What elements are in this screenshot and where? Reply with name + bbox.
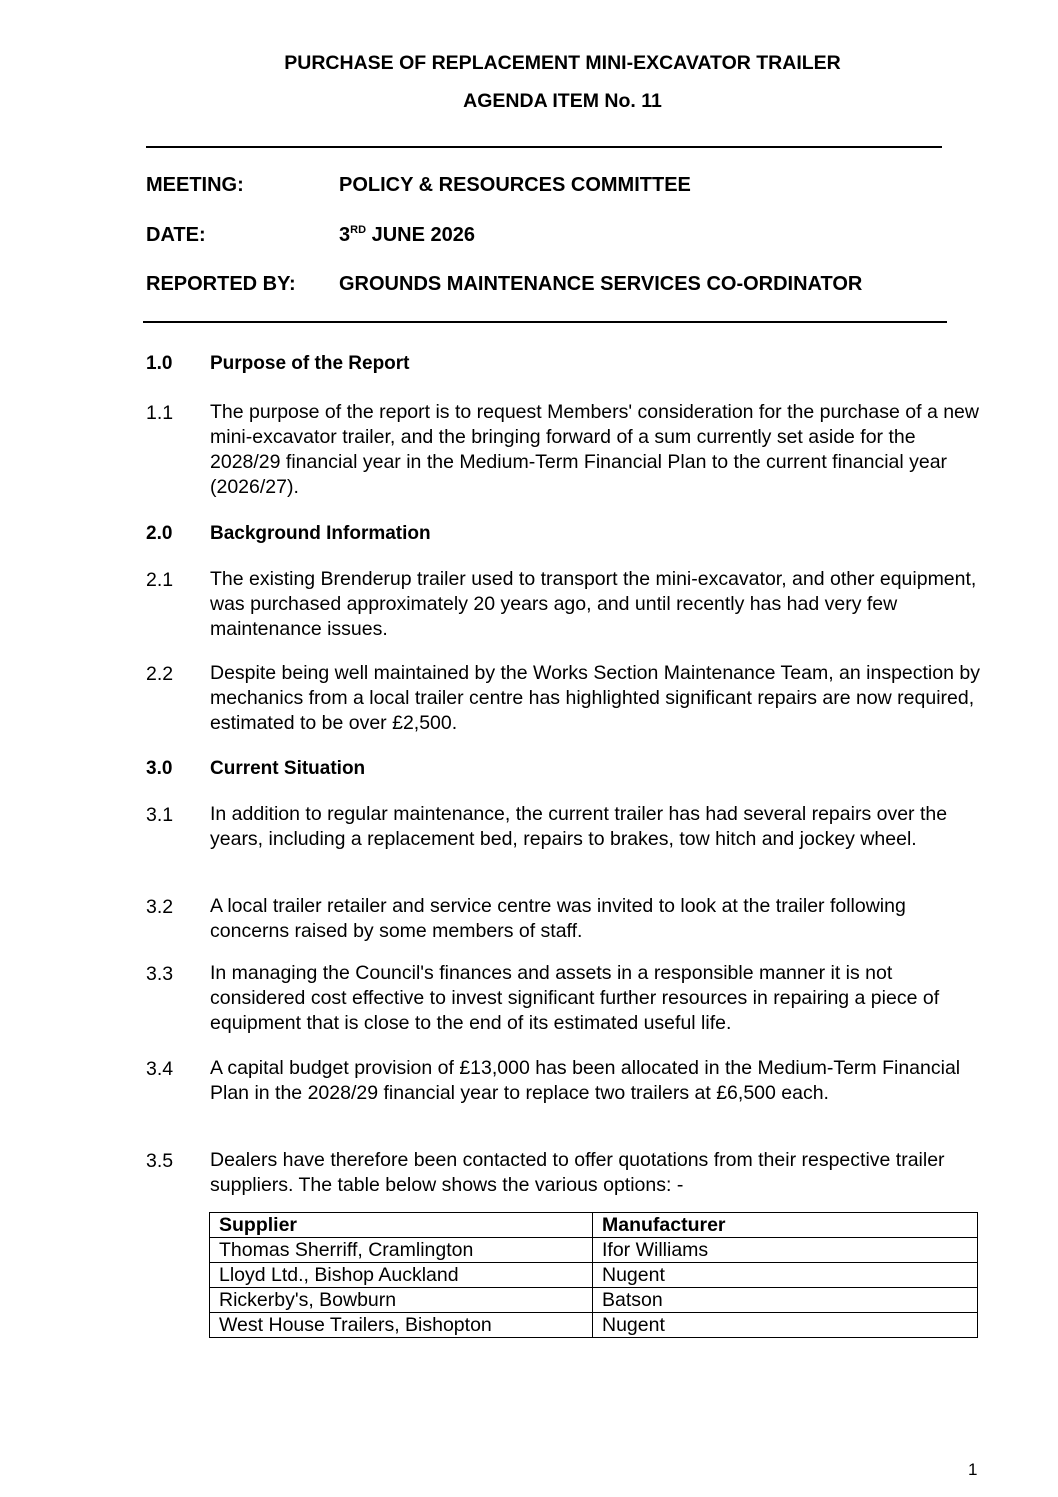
manufacturer-cell: Nugent: [593, 1313, 978, 1338]
manufacturer-cell: Ifor Williams: [593, 1238, 978, 1263]
para-3-4: A capital budget provision of £13,000 has been allocated in the Medium-Term Financial Plan in the 2028/29 financial year to replace two trailers at £6,500 each.: [210, 1057, 961, 1104]
header-supplier: Supplier: [210, 1213, 593, 1238]
manufacturer-cell: Nugent: [593, 1263, 978, 1288]
para-2-1-number: 2.1: [146, 569, 174, 591]
supplier-cell: Thomas Sherriff, Cramlington: [210, 1238, 593, 1263]
section-3-title: Current Situation: [210, 758, 366, 779]
section-3-number: 3.0: [146, 758, 173, 779]
header-manufacturer: Manufacturer: [593, 1213, 978, 1238]
para-2-2-number: 2.2: [146, 663, 174, 685]
para-3-3: In managing the Council's finances and assets in a responsible manner it is not considered cost effective to invest significant further resources in repairing a piece of equipment that is close to the end of its estimated useful life.: [210, 962, 940, 1034]
para-3-2: A local trailer retailer and service centre was invited to look at the trailer following concerns raised by some members of staff.: [210, 895, 906, 942]
manufacturer-cell: Batson: [593, 1288, 978, 1313]
bottom-divider: [143, 321, 947, 323]
section-1-title: Purpose of the Report: [210, 353, 410, 374]
table-row: [210, 1313, 978, 1338]
para-3-2-number: 3.2: [146, 896, 174, 918]
para-1-1-number: 1.1: [146, 402, 174, 424]
para-2-2: Despite being well maintained by the Works Section Maintenance Team, an inspection by mechanics from a local trailer centre has highlighted significant repairs are now required, estimated to be over £2,500.: [210, 662, 980, 734]
table-header-row: [210, 1213, 978, 1238]
reported-by-label: REPORTED BY:: [146, 273, 296, 295]
section-2-number: 2.0: [146, 523, 173, 544]
date-day: 3: [339, 224, 351, 246]
section-1-number: 1.0: [146, 353, 173, 374]
meeting-label: MEETING:: [146, 174, 244, 196]
page-number: 1: [968, 1460, 978, 1479]
para-2-1: The existing Brenderup trailer used to transport the mini-excavator, and other equipment, was purchased approximately 20 years ago, and until recently has had very few maintenance issues.: [210, 568, 977, 640]
para-3-5-number: 3.5: [146, 1150, 174, 1172]
supplier-cell: Lloyd Ltd., Bishop Auckland: [210, 1263, 593, 1288]
para-3-4-number: 3.4: [146, 1058, 174, 1080]
document-title: PURCHASE OF REPLACEMENT MINI-EXCAVATOR TRAILER: [284, 52, 841, 74]
para-3-1: In addition to regular maintenance, the current trailer has had several repairs over the years, including a replacement bed, repairs to brakes, tow hitch and jockey wheel.: [210, 803, 948, 850]
section-2-title: Background Information: [210, 523, 431, 544]
supplier-cell: West House Trailers, Bishopton: [210, 1313, 593, 1338]
table-row: [210, 1263, 978, 1288]
date-rest: JUNE 2026: [366, 224, 475, 246]
reported-by-value: GROUNDS MAINTENANCE SERVICES CO-ORDINATOR: [339, 273, 863, 295]
para-1-1: The purpose of the report is to request Members' consideration for the purchase of a new mini-excavator trailer, and the bringing forward of a sum currently set aside for the 2028/29 financial year in the Medium-Term Financial Plan to the current financial year (2026/27).: [210, 401, 979, 498]
date-suffix: RD: [350, 224, 367, 236]
date-label: DATE:: [146, 224, 206, 246]
supplier-table: [209, 1212, 978, 1338]
para-3-1-number: 3.1: [146, 804, 174, 826]
date-value: [339, 224, 475, 247]
para-3-5: Dealers have therefore been contacted to offer quotations from their respective trailer suppliers. The table below shows the various options: -: [210, 1149, 945, 1196]
table-row: [210, 1238, 978, 1263]
supplier-cell: Rickerby's, Bowburn: [210, 1288, 593, 1313]
agenda-item: AGENDA ITEM No. 11: [463, 90, 662, 112]
top-divider: [146, 146, 942, 148]
para-3-3-number: 3.3: [146, 963, 174, 985]
meeting-value: POLICY & RESOURCES COMMITTEE: [339, 174, 691, 196]
table-row: [210, 1288, 978, 1313]
